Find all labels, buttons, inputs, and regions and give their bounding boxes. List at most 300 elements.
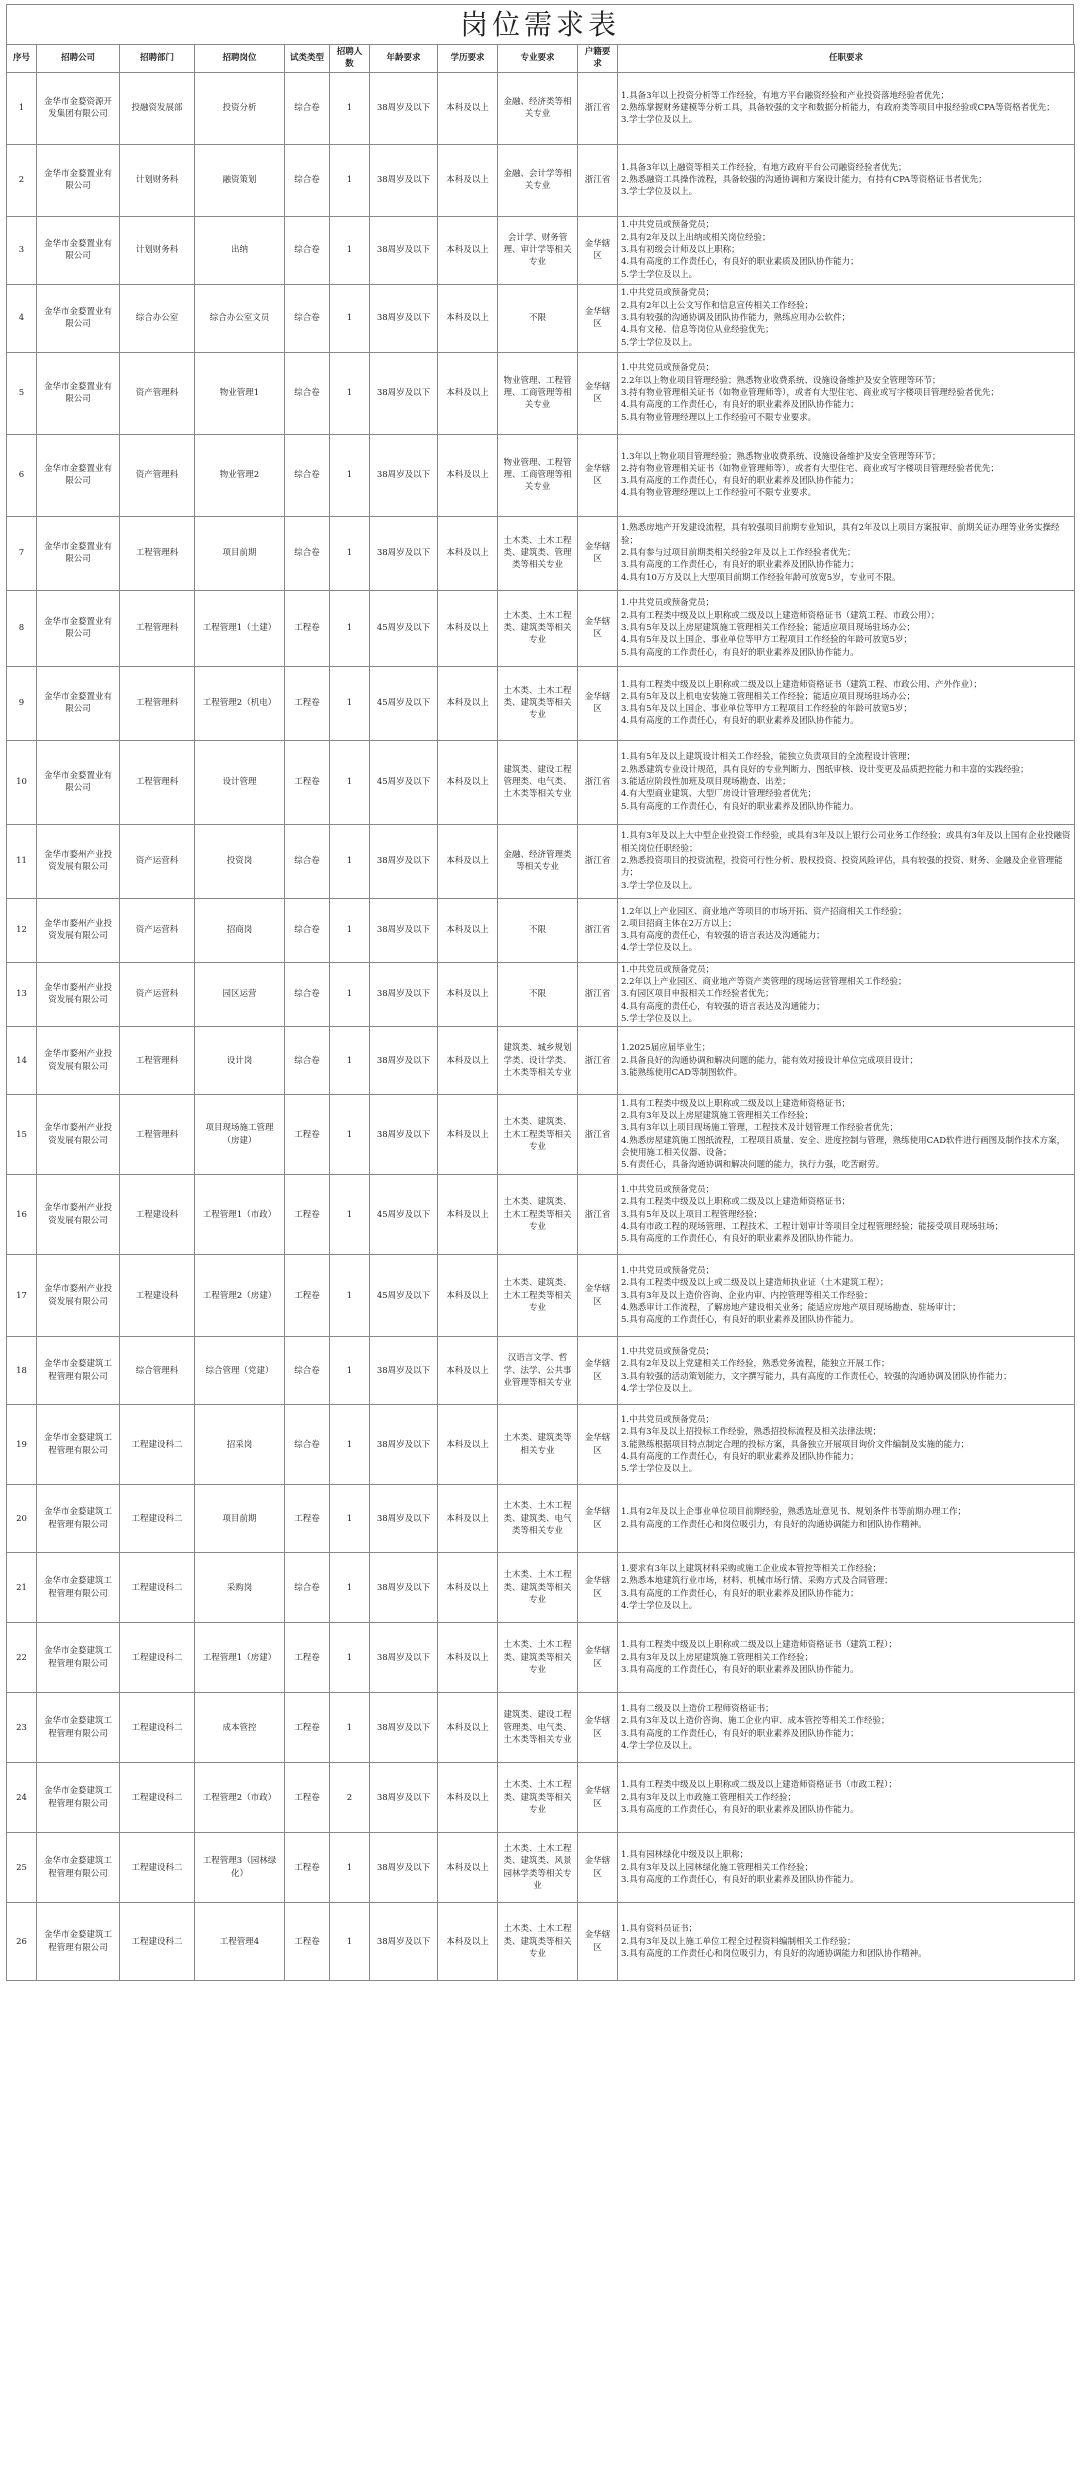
requirement-line: 4.具有5年及以上国企、事业单位等甲方工程项目工作经验的年龄可放宽5岁；	[621, 635, 912, 646]
column-header: 专业要求	[498, 45, 578, 73]
table-row	[7, 740, 1075, 824]
requirement-line: 3.能熟练根据项目特点制定合理的投标方案，具备独立开展项目询价文件编制及实施的能力；	[621, 1439, 970, 1450]
requirement-line: 1.中共党员或预备党员；	[621, 1184, 715, 1195]
cell-type: 工程卷	[285, 1485, 330, 1553]
cell-no: 15	[7, 1095, 37, 1175]
cell-hukou: 金华辖区	[578, 590, 618, 666]
requirement-line: 1.3年以上物业项目管理经验；熟悉物业收费系统、设施设备维护及安全管理等环节；	[621, 451, 941, 462]
cell-major: 土木类、建筑类、土木工程类等相关专业	[498, 1175, 578, 1255]
cell-edu: 本科及以上	[438, 824, 498, 898]
cell-edu: 本科及以上	[438, 216, 498, 284]
cell-dept: 工程建设科二	[120, 1903, 195, 1981]
cell-type: 综合卷	[285, 1027, 330, 1095]
requirement-line: 4.具有物业管理经理以上工作经验可不限专业要求。	[621, 488, 817, 499]
cell-no: 23	[7, 1693, 37, 1763]
cell-requirements	[618, 1693, 1075, 1763]
cell-major: 土木类、土木工程类、建筑类等相关专业	[498, 1553, 578, 1623]
cell-type: 工程卷	[285, 590, 330, 666]
requirement-line: 2.具有3年及以上造价咨询、施工企业内审、成本管控等相关工作经验；	[621, 1716, 890, 1727]
cell-no: 22	[7, 1623, 37, 1693]
cell-age: 38周岁及以下	[370, 1027, 438, 1095]
cell-type: 综合卷	[285, 824, 330, 898]
cell-major: 不限	[498, 898, 578, 962]
cell-hukou: 金华辖区	[578, 1553, 618, 1623]
requirement-line: 4.学士学位及以上。	[621, 1741, 698, 1751]
column-header: 年龄要求	[370, 45, 438, 73]
cell-company: 金华市婺州产业投资发展有限公司	[37, 898, 120, 962]
cell-requirements	[618, 216, 1075, 284]
requirement-line: 3.具有较强的沟通协调及团队协作能力，熟练应用办公软件；	[621, 312, 851, 323]
requirement-line: 1.具有二级及以上造价工程师资格证书；	[621, 1704, 774, 1715]
cell-age: 45周岁及以下	[370, 1175, 438, 1255]
requirement-line: 5.学士学位及以上。	[621, 1464, 698, 1475]
cell-dept: 计划财务科	[120, 144, 195, 216]
cell-requirements	[618, 72, 1075, 144]
cell-age: 45周岁及以下	[370, 590, 438, 666]
cell-major: 土木类、土木工程类、建筑类、风景园林学类等相关专业	[498, 1833, 578, 1903]
requirement-line: 1.具有工程类中级及以上职称或二级及以上建造师资格证书（市政工程）；	[621, 1780, 897, 1791]
cell-hukou: 浙江省	[578, 740, 618, 824]
cell-requirements	[618, 1337, 1075, 1405]
cell-num: 1	[330, 1903, 370, 1981]
cell-no: 9	[7, 666, 37, 740]
cell-dept: 工程建设科	[120, 1255, 195, 1337]
requirement-line: 1.要求有3年以上建筑材料采购或施工企业成本管控等相关工作经验；	[621, 1564, 882, 1575]
cell-requirements	[618, 144, 1075, 216]
cell-requirements	[618, 1255, 1075, 1337]
cell-age: 38周岁及以下	[370, 284, 438, 352]
cell-edu: 本科及以上	[438, 740, 498, 824]
cell-edu: 本科及以上	[438, 1833, 498, 1903]
requirement-line: 1.熟悉房地产开发建设流程，具有较强项目前期专业知识，具有2年及以上项目方案报审、前期关证办理等业务实操经验；	[621, 523, 1060, 546]
requirement-line: 4.具有10万方及以上大型项目前期工作经验年龄可放宽5岁，专业可不限。	[621, 572, 901, 583]
cell-dept: 工程建设科二	[120, 1623, 195, 1693]
requirement-line: 3.具有高度的责任心，有较强的语言表达及沟通能力；	[621, 931, 825, 942]
cell-requirements	[618, 284, 1075, 352]
cell-company: 金华市金婺建筑工程管理有限公司	[37, 1485, 120, 1553]
cell-edu: 本科及以上	[438, 1623, 498, 1693]
cell-requirements	[618, 1027, 1075, 1095]
cell-type: 综合卷	[285, 1405, 330, 1485]
cell-no: 26	[7, 1903, 37, 1981]
cell-type: 综合卷	[285, 352, 330, 434]
requirement-line: 2.熟悉本地建筑行业市场，材料、机械市场行情、采购方式及合同管理；	[621, 1576, 893, 1587]
cell-num: 1	[330, 144, 370, 216]
cell-hukou: 金华辖区	[578, 1833, 618, 1903]
cell-hukou: 金华辖区	[578, 1903, 618, 1981]
cell-post: 融资策划	[195, 144, 285, 216]
requirement-line: 1.中共党员或预备党员；	[621, 1347, 715, 1358]
cell-num: 1	[330, 216, 370, 284]
requirement-line: 3.学士学位及以上。	[621, 880, 698, 891]
cell-no: 7	[7, 516, 37, 590]
cell-age: 45周岁及以下	[370, 666, 438, 740]
requirement-line: 2.具有2年以上公文写作和信息宣传相关工作经验；	[621, 300, 814, 311]
cell-num: 1	[330, 740, 370, 824]
cell-hukou: 金华辖区	[578, 1405, 618, 1485]
cell-no: 25	[7, 1833, 37, 1903]
cell-hukou: 浙江省	[578, 1027, 618, 1095]
requirement-line: 1.具有园林绿化中级及以上职称；	[621, 1850, 749, 1861]
requirement-line: 3.有园区项目申报相关工作经验者优先；	[621, 989, 774, 1000]
cell-hukou: 金华辖区	[578, 434, 618, 516]
table-row	[7, 434, 1075, 516]
cell-age: 38周岁及以下	[370, 962, 438, 1027]
requirement-line: 3.具有较强的活动策划能力，文字撰写能力，具有高度的工作责任心，较强的沟通协调及团队协作能力；	[621, 1371, 1012, 1382]
cell-age: 38周岁及以下	[370, 1833, 438, 1903]
column-header: 试类类型	[285, 45, 330, 73]
cell-dept: 工程建设科二	[120, 1405, 195, 1485]
cell-no: 8	[7, 590, 37, 666]
cell-hukou: 金华辖区	[578, 1623, 618, 1693]
requirement-line: 2.具有2年及以上出纳或相关岗位经验；	[621, 232, 771, 243]
table-row	[7, 1903, 1075, 1981]
cell-major: 会计学、财务管理、审计学等相关专业	[498, 216, 578, 284]
requirement-line: 3.具有5年及以上项目工程管理经验；	[621, 1209, 763, 1220]
table-row	[7, 1693, 1075, 1763]
cell-major: 土木类、土木工程类、建筑类、电气类等相关专业	[498, 1485, 578, 1553]
cell-major: 土木类、土木工程类、建筑类、管理类等相关专业	[498, 516, 578, 590]
cell-num: 1	[330, 1553, 370, 1623]
cell-dept: 综合管理科	[120, 1337, 195, 1405]
cell-post: 综合管理（党建）	[195, 1337, 285, 1405]
cell-post: 招采岗	[195, 1405, 285, 1485]
cell-hukou: 浙江省	[578, 962, 618, 1027]
table-row	[7, 590, 1075, 666]
cell-dept: 工程建设科二	[120, 1763, 195, 1833]
cell-num: 1	[330, 962, 370, 1027]
cell-requirements	[618, 1485, 1075, 1553]
cell-company: 金华市金婺建筑工程管理有限公司	[37, 1833, 120, 1903]
requirement-line: 1.中共党员或预备党员；	[621, 1414, 715, 1425]
cell-num: 1	[330, 516, 370, 590]
cell-major: 建筑类、建设工程管理类、电气类、土木类等相关专业	[498, 740, 578, 824]
cell-major: 物业管理、工程管理、工商管理等相关专业	[498, 434, 578, 516]
requirement-line: 4.具有高度的工作责任心，有良好的职业素养及团队协作能力；	[621, 1451, 859, 1462]
requirement-line: 2.2年以上产业园区、商业地产等资产类管理的现场运营管理相关工作经验；	[621, 976, 907, 987]
requirement-line: 2.熟悉建筑专业设计规范，具有良好的专业判断力、图纸审核、设计变更及品质把控能力和丰富的实践经验；	[621, 764, 1029, 775]
cell-age: 38周岁及以下	[370, 1095, 438, 1175]
requirement-line: 3.具有高度的工作责任心，有良好的职业素养及团队协作能力；	[621, 1588, 859, 1599]
requirement-line: 1.具有工程类中级及以上职称或二级及以上建造师资格证书；	[621, 1098, 851, 1109]
table-row	[7, 824, 1075, 898]
cell-dept: 工程管理科	[120, 1095, 195, 1175]
cell-major: 土木类、土木工程类、建筑类等相关专业	[498, 1623, 578, 1693]
cell-company: 金华市金婺置业有限公司	[37, 666, 120, 740]
cell-post: 工程管理1（土建）	[195, 590, 285, 666]
requirement-line: 2.具有3年及以上房屋建筑施工管理相关工作经验；	[621, 1652, 814, 1663]
cell-age: 45周岁及以下	[370, 740, 438, 824]
cell-dept: 工程建设科二	[120, 1833, 195, 1903]
requirement-line: 2.具有5年及以上机电安装施工管理相关工作经验；能适应项目现场驻场办公；	[621, 691, 916, 702]
cell-age: 38周岁及以下	[370, 216, 438, 284]
cell-dept: 资产运营科	[120, 962, 195, 1027]
requirement-line: 3.具有5年及以上房屋建筑施工管理相关工作经验；能适应项目现场驻场办公；	[621, 622, 916, 633]
cell-edu: 本科及以上	[438, 962, 498, 1027]
cell-no: 20	[7, 1485, 37, 1553]
cell-dept: 工程管理科	[120, 590, 195, 666]
cell-major: 建筑类、建设工程管理类、电气类、土木类等相关专业	[498, 1693, 578, 1763]
table-row	[7, 666, 1075, 740]
cell-requirements	[618, 1763, 1075, 1833]
cell-company: 金华市婺州产业投资发展有限公司	[37, 1095, 120, 1175]
cell-type: 综合卷	[285, 284, 330, 352]
requirement-line: 1.具有5年及以上建筑设计相关工作经验，能独立负责项目的全流程设计管理；	[621, 752, 916, 763]
requirement-line: 5.学士学位及以上。	[621, 337, 698, 348]
cell-hukou: 浙江省	[578, 898, 618, 962]
cell-age: 38周岁及以下	[370, 1693, 438, 1763]
cell-company: 金华市金婺置业有限公司	[37, 434, 120, 516]
cell-age: 38周岁及以下	[370, 1553, 438, 1623]
requirement-line: 2.具有工程类中级及以上职称或二级及以上建造师资格证书（建筑工程、市政公用）；	[621, 610, 940, 621]
cell-hukou: 金华辖区	[578, 1763, 618, 1833]
table-row	[7, 516, 1075, 590]
cell-requirements	[618, 1095, 1075, 1175]
cell-dept: 工程建设科	[120, 1175, 195, 1255]
table-row	[7, 1095, 1075, 1175]
cell-post: 招商岗	[195, 898, 285, 962]
column-header: 户籍要求	[578, 45, 618, 73]
cell-major: 物业管理、工程管理、工商管理等相关专业	[498, 352, 578, 434]
cell-post: 出纳	[195, 216, 285, 284]
cell-requirements	[618, 1405, 1075, 1485]
requirement-line: 1.中共党员或预备党员；	[621, 964, 715, 975]
requirement-line: 2.熟悉投资项目的投资流程，投资可行性分析、股权投资、投资风险评估，具有较强的投资、财务、金融及企业管理能力；	[621, 855, 1063, 879]
requirement-line: 1.具有资料员证书；	[621, 1924, 698, 1935]
cell-no: 14	[7, 1027, 37, 1095]
cell-major: 金融、经济类等相关专业	[498, 72, 578, 144]
cell-company: 金华市金婺置业有限公司	[37, 216, 120, 284]
table-row	[7, 144, 1075, 216]
cell-no: 5	[7, 352, 37, 434]
cell-hukou: 浙江省	[578, 1095, 618, 1175]
cell-no: 10	[7, 740, 37, 824]
column-header: 序号	[7, 45, 37, 73]
header-row	[7, 45, 1075, 73]
cell-no: 12	[7, 898, 37, 962]
cell-post: 项目前期	[195, 516, 285, 590]
cell-type: 工程卷	[285, 1175, 330, 1255]
cell-no: 13	[7, 962, 37, 1027]
cell-edu: 本科及以上	[438, 284, 498, 352]
cell-post: 综合办公室文员	[195, 284, 285, 352]
cell-post: 工程管理1（房建）	[195, 1623, 285, 1693]
cell-post: 物业管理1	[195, 352, 285, 434]
requirement-line: 3.具有3年以上项目现场施工管理，工程技术及计划管理工作经验者优先；	[621, 1123, 899, 1134]
cell-major: 建筑类、城乡规划学类、设计学类、土木类等相关专业	[498, 1027, 578, 1095]
cell-type: 工程卷	[285, 666, 330, 740]
cell-dept: 资产管理科	[120, 352, 195, 434]
cell-age: 38周岁及以下	[370, 144, 438, 216]
cell-edu: 本科及以上	[438, 434, 498, 516]
requirement-line: 1.具有工程类中级及以上职称或二级及以上建造师资格证书（建筑工程）；	[621, 1640, 897, 1651]
cell-requirements	[618, 962, 1075, 1027]
requirement-line: 4.具有高度的责任心，有较强的语言表达及沟通能力；	[621, 1001, 825, 1012]
cell-company: 金华市金婺建筑工程管理有限公司	[37, 1553, 120, 1623]
cell-edu: 本科及以上	[438, 516, 498, 590]
requirement-line: 3.具有5年及以上国企、事业单位等甲方工程项目工作经验的年龄可放宽5岁；	[621, 704, 912, 715]
cell-edu: 本科及以上	[438, 1027, 498, 1095]
cell-type: 综合卷	[285, 1337, 330, 1405]
table-row	[7, 284, 1075, 352]
cell-post: 投资岗	[195, 824, 285, 898]
cell-hukou: 金华辖区	[578, 1485, 618, 1553]
cell-major: 土木类、土木工程类、建筑类等相关专业	[498, 590, 578, 666]
cell-type: 综合卷	[285, 434, 330, 516]
table-row	[7, 1623, 1075, 1693]
cell-post: 投资分析	[195, 72, 285, 144]
cell-num: 1	[330, 1833, 370, 1903]
cell-requirements	[618, 352, 1075, 434]
cell-company: 金华市金婺置业有限公司	[37, 740, 120, 824]
cell-age: 38周岁及以下	[370, 516, 438, 590]
cell-post: 采购岗	[195, 1553, 285, 1623]
requirement-line: 3.具有高度的工作责任心，有良好的职业素养及团队协作能力；	[621, 1728, 859, 1739]
cell-type: 工程卷	[285, 1693, 330, 1763]
cell-company: 金华市金婺置业有限公司	[37, 144, 120, 216]
cell-type: 工程卷	[285, 1623, 330, 1693]
cell-major: 不限	[498, 962, 578, 1027]
requirement-line: 1.2年以上产业园区、商业地产等项目的市场开拓、资产招商相关工作经验；	[621, 906, 907, 917]
cell-hukou: 浙江省	[578, 144, 618, 216]
cell-num: 1	[330, 1027, 370, 1095]
requirement-line: 1.具有工程类中级及以上职称或二级及以上建造师资格证书（建筑工程、市政公用、产外作业）；	[621, 679, 982, 690]
cell-dept: 资产运营科	[120, 824, 195, 898]
cell-num: 1	[330, 1405, 370, 1485]
cell-num: 1	[330, 898, 370, 962]
cell-num: 1	[330, 1693, 370, 1763]
requirement-line: 4.有大型商业建筑、大型厂房设计管理经验者优先；	[621, 789, 817, 800]
cell-hukou: 金华辖区	[578, 216, 618, 284]
cell-no: 2	[7, 144, 37, 216]
cell-age: 38周岁及以下	[370, 1405, 438, 1485]
cell-num: 1	[330, 1175, 370, 1255]
cell-dept: 资产管理科	[120, 434, 195, 516]
requirement-line: 1.2025届应届毕业生；	[621, 1043, 711, 1054]
cell-num: 1	[330, 434, 370, 516]
cell-post: 设计管理	[195, 740, 285, 824]
cell-requirements	[618, 434, 1075, 516]
cell-no: 3	[7, 216, 37, 284]
cell-age: 38周岁及以下	[370, 1763, 438, 1833]
requirement-line: 4.具有高度的工作责任心，有良好的职业素质及团队协作能力；	[621, 257, 859, 268]
cell-type: 工程卷	[285, 1833, 330, 1903]
cell-edu: 本科及以上	[438, 1903, 498, 1981]
cell-company: 金华市金婺置业有限公司	[37, 516, 120, 590]
cell-hukou: 金华辖区	[578, 1693, 618, 1763]
cell-type: 工程卷	[285, 1763, 330, 1833]
requirement-line: 2.具有3年及以上房屋建筑施工管理相关工作经验；	[621, 1111, 814, 1122]
requirement-line: 3.学士学位及以上。	[621, 115, 698, 126]
requirement-line: 4.具有高度的工作责任心，有良好的职业素养及团队协作能力；	[621, 400, 859, 411]
requirement-line: 2.具有参与过项目前期类相关经验2年及以上工作经验者优先；	[621, 547, 856, 558]
requirement-line: 4.具有市政工程的现场管理、工程技术、工程计划审计等项目全过程管理经验；能接受项目现场驻场；	[621, 1221, 1004, 1232]
cell-company: 金华市金婺建筑工程管理有限公司	[37, 1337, 120, 1405]
cell-type: 工程卷	[285, 740, 330, 824]
cell-edu: 本科及以上	[438, 590, 498, 666]
table-row	[7, 1255, 1075, 1337]
cell-edu: 本科及以上	[438, 352, 498, 434]
requirement-line: 1.具有2年及以上企事业单位项目前期经验，熟悉选址意见书、规划条件书等前期办理工作；	[621, 1507, 967, 1518]
cell-edu: 本科及以上	[438, 1693, 498, 1763]
cell-age: 38周岁及以下	[370, 72, 438, 144]
requirement-line: 1.具有3年及以上大中型企业投资工作经验，或具有3年及以上银行公司业务工作经验；或具有3年及以上国有企业投融资相关岗位任职经验；	[621, 831, 1071, 854]
cell-post: 设计岗	[195, 1027, 285, 1095]
cell-post: 成本管控	[195, 1693, 285, 1763]
cell-num: 2	[330, 1763, 370, 1833]
cell-dept: 工程管理科	[120, 740, 195, 824]
requirement-line: 2.具有高度的工作责任心和岗位吸引力，有良好的沟通协调能力和团队协作精神。	[621, 1519, 927, 1530]
cell-no: 4	[7, 284, 37, 352]
requirement-line: 1.具备3年以上融资等相关工作经验，有地方政府平台公司融资经验者优先；	[621, 162, 907, 173]
requirement-line: 3.具有3年及以上造价咨询、企业内审、内控管理等相关工作经验；	[621, 1290, 873, 1301]
page-title: 岗位需求表	[6, 4, 1074, 44]
requirement-line: 2.具备良好的沟通协调和解决问题的能力，能有效对接设计单位完成项目设计；	[621, 1055, 919, 1066]
cell-edu: 本科及以上	[438, 1175, 498, 1255]
cell-company: 金华市金婺置业有限公司	[37, 590, 120, 666]
cell-hukou: 金华辖区	[578, 352, 618, 434]
cell-hukou: 金华辖区	[578, 284, 618, 352]
cell-num: 1	[330, 824, 370, 898]
requirement-line: 5.学士学位及以上。	[621, 1013, 698, 1024]
cell-num: 1	[330, 284, 370, 352]
cell-major: 土木类、土木工程类、建筑类等相关专业	[498, 666, 578, 740]
requirement-line: 2.具有工程类中级及以上职称或二级及以上建造师资格证书；	[621, 1197, 851, 1208]
cell-company: 金华市金婺资源开发集团有限公司	[37, 72, 120, 144]
cell-edu: 本科及以上	[438, 666, 498, 740]
cell-hukou: 浙江省	[578, 1175, 618, 1255]
cell-no: 19	[7, 1405, 37, 1485]
cell-no: 16	[7, 1175, 37, 1255]
cell-num: 1	[330, 72, 370, 144]
table-row	[7, 962, 1075, 1027]
column-header: 招聘人数	[330, 45, 370, 73]
cell-type: 综合卷	[285, 144, 330, 216]
requirement-line: 4.学士学位及以上。	[621, 1601, 698, 1611]
requirement-line: 5.具有物业管理经理以上工作经验可不限专业要求。	[621, 412, 817, 423]
cell-age: 38周岁及以下	[370, 1337, 438, 1405]
cell-edu: 本科及以上	[438, 1095, 498, 1175]
cell-dept: 综合办公室	[120, 284, 195, 352]
cell-age: 38周岁及以下	[370, 1623, 438, 1693]
cell-hukou: 浙江省	[578, 824, 618, 898]
cell-post: 工程管理1（市政）	[195, 1175, 285, 1255]
cell-type: 工程卷	[285, 1903, 330, 1981]
cell-age: 45周岁及以下	[370, 1255, 438, 1337]
cell-age: 38周岁及以下	[370, 898, 438, 962]
table-row	[7, 1405, 1075, 1485]
cell-company: 金华市婺州产业投资发展有限公司	[37, 1027, 120, 1095]
cell-post: 项目前期	[195, 1485, 285, 1553]
requirement-line: 2.具有3年及以上施工单位工程全过程资料编制相关工作经验；	[621, 1936, 856, 1947]
requirement-line: 2.具有3年及以上招投标工作经验，熟悉招投标流程及相关法律法规；	[621, 1427, 882, 1438]
cell-no: 17	[7, 1255, 37, 1337]
requirement-line: 2.熟悉融资工具操作流程，具备较强的沟通协调和方案设计能力，有持有CPA等资格证书者优先；	[621, 174, 987, 185]
requirement-line: 2.具有工程类中级及以上或二级及以上建造师执业证（土木建筑工程）；	[621, 1278, 889, 1289]
cell-dept: 工程管理科	[120, 1027, 195, 1095]
cell-requirements	[618, 590, 1075, 666]
cell-type: 综合卷	[285, 516, 330, 590]
cell-dept: 工程建设科二	[120, 1485, 195, 1553]
cell-major: 不限	[498, 284, 578, 352]
requirement-line: 2.熟练掌握财务建模等分析工具，具备较强的文字和数据分析能力，有政府类等项目申报经验或CPA等资格者优先；	[621, 102, 1055, 113]
cell-num: 1	[330, 666, 370, 740]
cell-num: 1	[330, 1337, 370, 1405]
cell-age: 38周岁及以下	[370, 1903, 438, 1981]
requirement-line: 2.2年以上物业项目管理经验；熟悉物业收费系统、设施设备维护及安全管理等环节；	[621, 375, 941, 386]
cell-requirements	[618, 898, 1075, 962]
cell-requirements	[618, 1553, 1075, 1623]
